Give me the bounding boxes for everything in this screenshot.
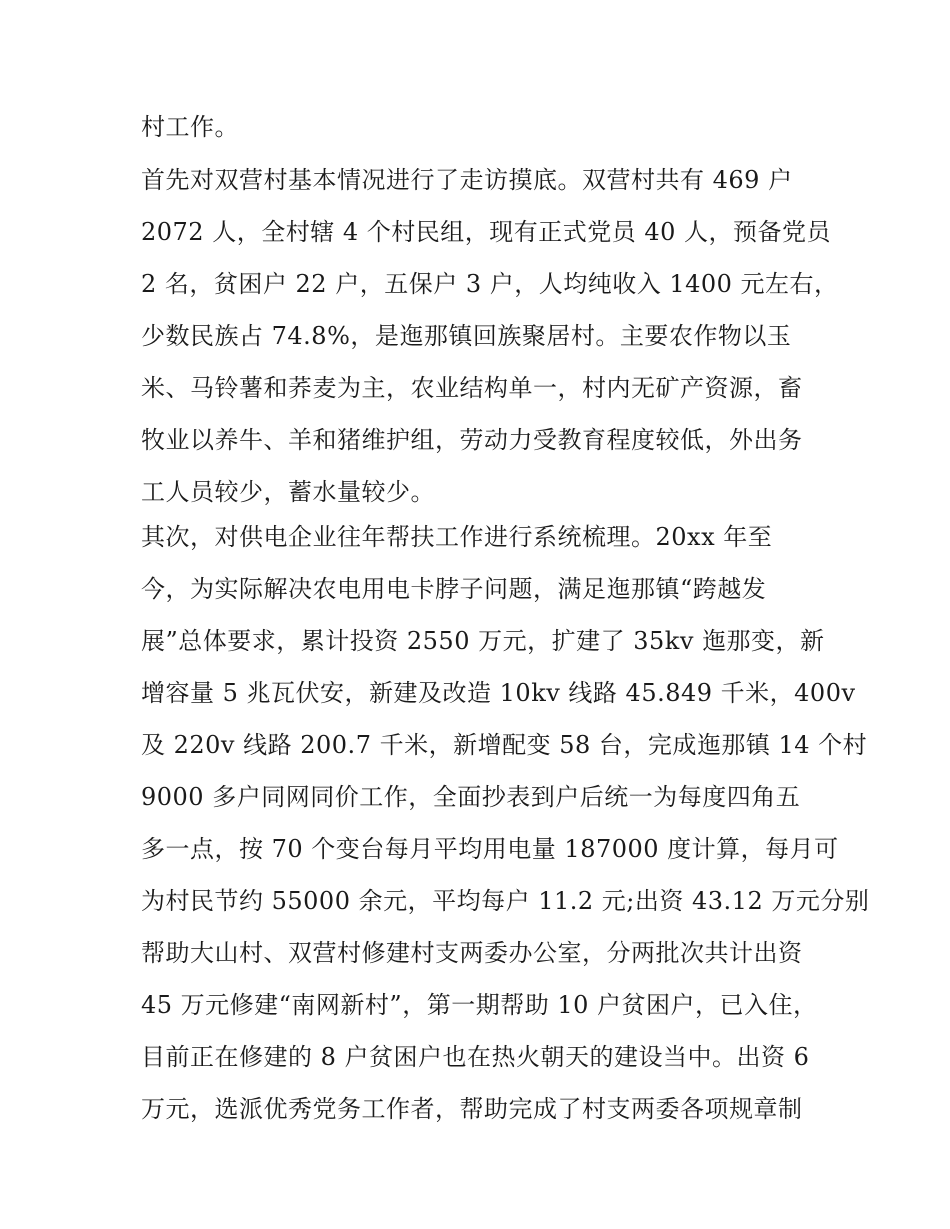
text-line: 45 万元修建“南网新村”，第一期帮助 10 户贫困户，已入住， [141,991,818,1019]
text-line: 牧业以养牛、羊和猪维护组，劳动力受教育程度较低，外出务 [141,426,803,454]
text-line: 首先对双营村基本情况进行了走访摸底。双营村共有 469 户 [141,166,793,194]
text-line: 为村民节约 55000 余元，平均每户 11.2 元;出资 43.12 万元分别 [141,887,870,915]
text-line: 村工作。 [141,113,239,141]
text-line: 9000 多户同网同价工作，全面抄表到户后统一为每度四角五 [141,783,801,811]
text-line: 万元，选派优秀党务工作者，帮助完成了村支两委各项规章制 [141,1095,803,1123]
text-line: 增容量 5 兆瓦伏安，新建及改造 10kv 线路 45.849 千米，400v [141,679,856,707]
text-line: 2072 人，全村辖 4 个村民组，现有正式党员 40 人，预备党员 [141,218,832,246]
text-line: 少数民族占 74.8%，是迤那镇回族聚居村。主要农作物以玉 [141,322,792,350]
text-line: 2 名，贫困户 22 户，五保户 3 户，人均纯收入 1400 元左右， [141,270,839,298]
text-line: 今，为实际解决农电用电卡脖子问题，满足迤那镇“跨越发 [141,575,767,603]
text-line: 展”总体要求，累计投资 2550 万元，扩建了 35kv 迤那变，新 [141,627,825,655]
text-line: 其次，对供电企业往年帮扶工作进行系统梳理。20xx 年至 [141,523,773,551]
text-line: 目前正在修建的 8 户贫困户也在热火朝天的建设当中。出资 6 [141,1043,810,1071]
text-line: 多一点，按 70 个变台每月平均用电量 187000 度计算，每月可 [141,835,839,863]
text-line: 帮助大山村、双营村修建村支两委办公室，分两批次共计出资 [141,939,803,967]
text-line: 工人员较少，蓄水量较少。 [141,478,435,506]
text-line: 米、马铃薯和荞麦为主，农业结构单一，村内无矿产资源，畜 [141,374,803,402]
text-line: 及 220v 线路 200.7 千米，新增配变 58 台，完成迤那镇 14 个村 [141,731,868,759]
